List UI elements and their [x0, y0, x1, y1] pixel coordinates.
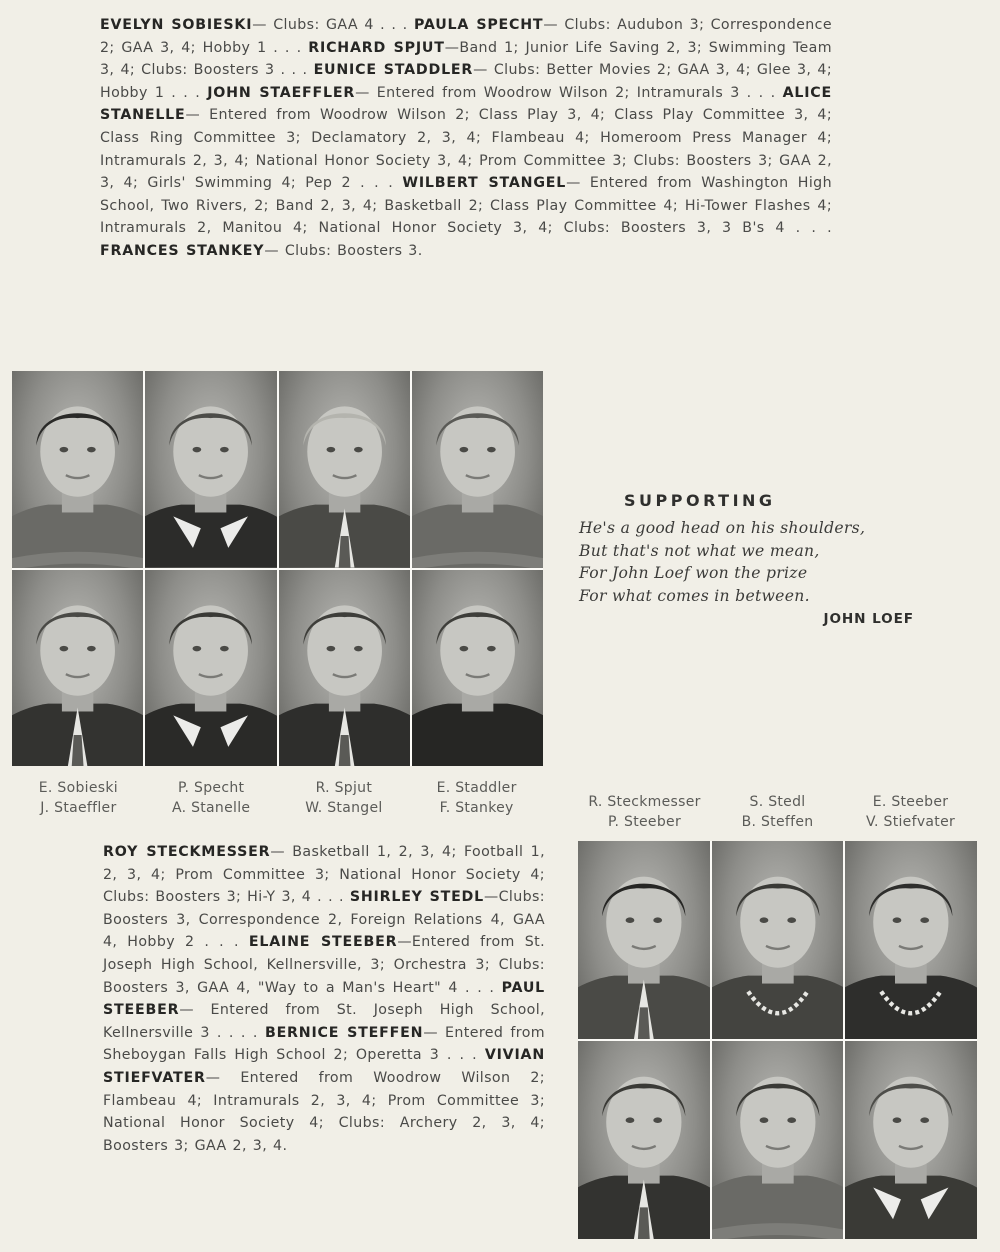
- caption-name: W. Stangel: [305, 799, 383, 816]
- student-activities: — Entered from Woodrow Wilson 2; Intramurals 3 . . .: [355, 84, 776, 101]
- senior-portraits-top: [12, 371, 543, 766]
- caption-name: E. Steeber: [872, 794, 949, 810]
- student-activities: —Clubs: Boosters 3, Correspondence 2, Foreign Relations 4, GAA 4, Hobby 2 . . .: [103, 889, 545, 951]
- senior-portraits-bottom: [578, 841, 977, 1239]
- portrait-photo: [279, 570, 410, 767]
- portrait-photo: [145, 371, 276, 568]
- student-name: ELAINE STEEBER: [248, 934, 398, 951]
- portrait-photo: [279, 371, 410, 568]
- student-activities: — Basketball 1, 2, 3, 4; Football 1, 2, 3, 4; Prom Committee 3; National Honor Society 4; Clubs: Boosters 3; Hi-Y 3, 4 . . .: [103, 844, 545, 906]
- student-name: WILBERT STANGEL: [402, 175, 567, 192]
- caption-name: A. Stanelle: [171, 799, 251, 816]
- student-name: ALICE STANELLE: [100, 84, 832, 124]
- student-name: PAUL STEEBER: [103, 979, 545, 1019]
- student-name: SHIRLEY STEDL: [349, 889, 484, 906]
- photo-caption: [12, 779, 145, 818]
- student-activities: —Entered from St. Joseph High School, Kellnersville, 3; Orchestra 3; Clubs: Boosters 3, GAA 4, "Way to a Man's Heart" 4 . . .: [103, 934, 545, 996]
- student-activities: — Entered from St. Joseph High School, Kellnersville 3 . . . .: [103, 1002, 545, 1041]
- captions-top: [12, 779, 543, 818]
- portrait-photo: [578, 1041, 710, 1239]
- student-name: BERNICE STEFFEN: [264, 1024, 424, 1041]
- caption-name: P. Steeber: [607, 813, 682, 830]
- poem-line: For John Loef won the prize: [579, 564, 808, 583]
- portrait-photo: [578, 841, 710, 1039]
- poem: [579, 491, 919, 627]
- portrait-photo: [412, 570, 543, 767]
- caption-name: P. Specht: [177, 780, 245, 796]
- photo-caption: [278, 779, 411, 818]
- senior-bios-bottom: [103, 841, 545, 1157]
- student-name: EUNICE STADDLER: [313, 62, 474, 79]
- caption-name: R. Spjut: [315, 780, 373, 796]
- portrait-photo: [412, 371, 543, 568]
- caption-name: E. Sobieski: [38, 780, 118, 796]
- photo-caption: [578, 793, 711, 832]
- captions-bottom: [578, 793, 977, 832]
- student-name: RICHARD SPJUT: [308, 39, 445, 56]
- portrait-photo: [12, 570, 143, 767]
- student-activities: — Clubs: GAA 4 . . .: [252, 17, 408, 33]
- student-activities: — Entered from Woodrow Wilson 2; Flambeau 4; Intramurals 2, 3, 4; Prom Committee 3; National Honor Society 4; Clubs: Archery 2, 3, 4; Boosters 3; GAA 2, 3, 4.: [103, 1069, 545, 1154]
- photo-caption: [844, 793, 977, 832]
- poem-line: For what comes in between.: [579, 586, 810, 605]
- portrait-photo: [845, 841, 977, 1039]
- student-name: FRANCES STANKEY: [100, 242, 265, 259]
- photo-caption: [711, 793, 844, 832]
- photo-caption: [145, 779, 278, 818]
- student-activities: — Clubs: Better Movies 2; GAA 3, 4; Glee 3, 4; Hobby 1 . . .: [100, 62, 833, 101]
- caption-name: F. Stankey: [439, 799, 514, 816]
- poem-author: JOHN LOEF: [823, 611, 914, 628]
- portrait-photo: [712, 841, 844, 1039]
- student-name: ROY STECKMESSER: [103, 844, 271, 860]
- portrait-photo: [145, 570, 276, 767]
- student-name: VIVIAN STIEFVATER: [103, 1047, 545, 1086]
- caption-name: V. Stiefvater: [865, 813, 956, 830]
- student-activities: — Clubs: Audubon 3; Correspondence 2; GAA 3, 4; Hobby 1 . . .: [100, 17, 832, 56]
- caption-name: B. Steffen: [741, 813, 814, 830]
- student-name: JOHN STAEFFLER: [207, 84, 356, 101]
- student-activities: — Entered from Sheboygan Falls High School 2; Operetta 3 . . .: [103, 1024, 546, 1064]
- caption-name: E. Staddler: [436, 780, 517, 796]
- poem-lines: [579, 517, 919, 607]
- student-activities: —Band 1; Junior Life Saving 2, 3; Swimming Team 3, 4; Clubs: Boosters 3 . . .: [100, 39, 832, 79]
- caption-name: S. Stedl: [749, 794, 806, 810]
- caption-name: R. Steckmesser: [588, 794, 701, 810]
- poem-title: SUPPORTING: [624, 491, 776, 510]
- photo-caption: [410, 779, 543, 818]
- student-activities: — Clubs: Boosters 3.: [264, 242, 423, 259]
- poem-line: But that's not what we mean,: [579, 541, 820, 560]
- portrait-photo: [845, 1041, 977, 1239]
- poem-line: He's a good head on his shoulders,: [579, 519, 866, 537]
- student-activities: — Entered from Washington High School, Two Rivers, 2; Band 2, 3, 4; Basketball 2; Class Play Committee 4; Hi-Tower Flashes 4; Intramurals 2, Manitou 4; National Honor Society 3, 4; Clubs: Boosters 3, 3 B's 4 . . .: [100, 175, 832, 237]
- student-name: PAULA SPECHT: [413, 17, 544, 33]
- student-name: EVELYN SOBIESKI: [100, 17, 253, 33]
- portrait-photo: [712, 1041, 844, 1239]
- caption-name: J. Staeffler: [40, 799, 117, 816]
- student-activities: — Entered from Woodrow Wilson 2; Class Play 3, 4; Class Play Committee 3, 4; Class Ring Committee 3; Declamatory 2, 3, 4; Flambeau 4; Homeroom Press Manager 4; Intramurals 2, 3, 4; National Honor Society 3, 4; Prom Committee 3; Clubs: Boosters 3; GAA 2, 3, 4; Girls' Swimming 4; Pep 2 . . .: [100, 107, 832, 192]
- portrait-photo: [12, 371, 143, 568]
- senior-bios-top: [100, 14, 832, 263]
